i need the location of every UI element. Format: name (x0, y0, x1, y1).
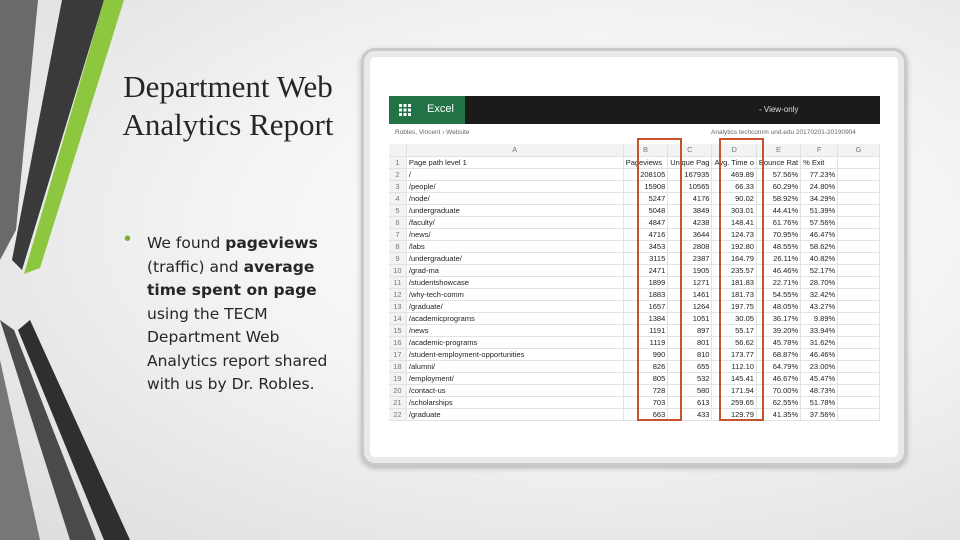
table-cell[interactable]: 129.79 (712, 408, 756, 420)
table-cell[interactable]: /academic-programs (406, 336, 623, 348)
table-cell[interactable]: 60.29% (756, 180, 800, 192)
row-number[interactable]: 17 (389, 348, 406, 360)
table-cell[interactable] (838, 264, 880, 276)
table-cell[interactable]: 51.78% (801, 396, 838, 408)
table-cell[interactable]: 1905 (668, 264, 712, 276)
table-cell[interactable] (838, 300, 880, 312)
table-cell[interactable]: /contact-us (406, 384, 623, 396)
table-cell[interactable] (838, 180, 880, 192)
table-cell[interactable]: 56.62 (712, 336, 756, 348)
table-cell[interactable]: 62.55% (756, 396, 800, 408)
table-cell[interactable]: /undergraduate/ (406, 252, 623, 264)
table-cell[interactable]: 145.41 (712, 372, 756, 384)
app-grid-icon (399, 104, 411, 116)
table-row (389, 324, 880, 336)
column-header[interactable]: C (668, 144, 712, 156)
table-cell[interactable]: 2471 (623, 264, 668, 276)
avg-time-highlight (719, 138, 764, 421)
table-cell[interactable]: 3644 (668, 228, 712, 240)
table-cell[interactable]: 32.42% (801, 288, 838, 300)
table-cell[interactable] (838, 396, 880, 408)
table-cell[interactable] (838, 372, 880, 384)
row-number[interactable]: 14 (389, 312, 406, 324)
table-cell[interactable]: /graduate/ (406, 300, 623, 312)
table-cell[interactable] (838, 192, 880, 204)
table-cell[interactable] (838, 408, 880, 420)
table-cell[interactable]: 181.73 (712, 288, 756, 300)
column-header[interactable]: A (406, 144, 623, 156)
table-row (389, 312, 880, 324)
table-cell[interactable]: 3849 (668, 204, 712, 216)
row-number[interactable]: 4 (389, 192, 406, 204)
table-cell[interactable]: 52.17% (801, 264, 838, 276)
table-row (389, 336, 880, 348)
table-cell[interactable]: 112.10 (712, 360, 756, 372)
row-number[interactable]: 8 (389, 240, 406, 252)
table-cell[interactable]: 55.17 (712, 324, 756, 336)
table-cell[interactable]: 15908 (623, 180, 668, 192)
table-cell[interactable]: 990 (623, 348, 668, 360)
table-cell[interactable]: 46.47% (801, 228, 838, 240)
table-cell[interactable]: 171.94 (712, 384, 756, 396)
table-cell[interactable]: 58.92% (756, 192, 800, 204)
table-row (389, 276, 880, 288)
table-cell[interactable] (838, 312, 880, 324)
table-row (389, 228, 880, 240)
row-number[interactable]: 1 (389, 156, 406, 168)
table-cell[interactable]: /academicprograms (406, 312, 623, 324)
table-cell[interactable]: 167935 (668, 168, 712, 180)
row-number[interactable]: 20 (389, 384, 406, 396)
table-cell[interactable]: 1657 (623, 300, 668, 312)
table-cell[interactable]: 51.39% (801, 204, 838, 216)
table-cell[interactable]: 164.79 (712, 252, 756, 264)
table-cell[interactable]: /faculty/ (406, 216, 623, 228)
table-cell[interactable]: 26.11% (756, 252, 800, 264)
table-cell[interactable]: /people/ (406, 180, 623, 192)
table-cell[interactable]: 235.57 (712, 264, 756, 276)
excel-app-name: Excel (427, 103, 454, 115)
table-cell[interactable]: Avg. Time o (712, 156, 756, 168)
table-row (389, 372, 880, 384)
row-number[interactable]: 7 (389, 228, 406, 240)
table-row (389, 288, 880, 300)
table-row (389, 168, 880, 180)
table-cell[interactable]: 46.46% (756, 264, 800, 276)
table-cell[interactable] (838, 288, 880, 300)
row-number[interactable]: 6 (389, 216, 406, 228)
table-row (389, 216, 880, 228)
table-cell[interactable]: 1883 (623, 288, 668, 300)
table-cell[interactable]: /news/ (406, 228, 623, 240)
table-cell[interactable]: % Exit (801, 156, 838, 168)
table-row (389, 348, 880, 360)
table-cell[interactable]: /why-tech-comm (406, 288, 623, 300)
excel-brand-block (389, 96, 465, 124)
table-cell[interactable]: 4716 (623, 228, 668, 240)
table-cell[interactable]: 2808 (668, 240, 712, 252)
table-cell[interactable]: 66.33 (712, 180, 756, 192)
table-cell[interactable]: 1271 (668, 276, 712, 288)
table-cell[interactable]: 2387 (668, 252, 712, 264)
table-cell[interactable]: 46.46% (801, 348, 838, 360)
table-cell[interactable]: 9.89% (801, 312, 838, 324)
table-cell[interactable]: 728 (623, 384, 668, 396)
table-cell[interactable]: 37.56% (801, 408, 838, 420)
table-cell[interactable]: 4847 (623, 216, 668, 228)
table-cell[interactable]: /undergraduate (406, 204, 623, 216)
bullet-text: We found pageviews (traffic) and average time spent on page using the TECM Department Web Analytics report shared with us by Dr. Robles. (147, 234, 328, 393)
row-number[interactable]: 21 (389, 396, 406, 408)
row-number[interactable]: 13 (389, 300, 406, 312)
table-cell[interactable]: 1461 (668, 288, 712, 300)
table-cell[interactable]: 1264 (668, 300, 712, 312)
table-cell[interactable]: 124.73 (712, 228, 756, 240)
table-cell[interactable] (838, 216, 880, 228)
table-cell[interactable]: 826 (623, 360, 668, 372)
table-row (389, 396, 880, 408)
pageviews-highlight (637, 138, 682, 421)
column-header[interactable]: F (801, 144, 838, 156)
row-number[interactable]: 19 (389, 372, 406, 384)
table-cell[interactable]: 897 (668, 324, 712, 336)
table-cell[interactable]: / (406, 168, 623, 180)
corner-cell (389, 144, 406, 156)
table-row (389, 192, 880, 204)
table-row (389, 264, 880, 276)
table-cell[interactable]: 36.17% (756, 312, 800, 324)
table-cell[interactable]: 45.47% (801, 372, 838, 384)
table-cell[interactable] (838, 252, 880, 264)
table-cell[interactable]: Pageviews (623, 156, 668, 168)
table-cell[interactable]: /node/ (406, 192, 623, 204)
excel-titlebar (389, 96, 880, 124)
table-cell[interactable]: 655 (668, 360, 712, 372)
table-cell[interactable]: 303.01 (712, 204, 756, 216)
table-cell[interactable]: 61.76% (756, 216, 800, 228)
table-row (389, 360, 880, 372)
table-cell[interactable]: 34.29% (801, 192, 838, 204)
table-cell[interactable]: 5247 (623, 192, 668, 204)
table-cell[interactable]: 48.55% (756, 240, 800, 252)
table-cell[interactable] (838, 360, 880, 372)
table-row (389, 156, 880, 168)
table-cell[interactable]: 64.79% (756, 360, 800, 372)
table-cell[interactable]: 57.56% (756, 168, 800, 180)
table-cell[interactable]: 1384 (623, 312, 668, 324)
table-cell[interactable]: 68.87% (756, 348, 800, 360)
spreadsheet-grid (389, 144, 880, 421)
bullet-marker: • (124, 228, 132, 250)
table-cell[interactable]: 259.65 (712, 396, 756, 408)
row-number[interactable]: 5 (389, 204, 406, 216)
table-cell[interactable]: 5048 (623, 204, 668, 216)
table-cell[interactable] (838, 204, 880, 216)
column-header[interactable]: B (623, 144, 668, 156)
table-cell[interactable]: 48.05% (756, 300, 800, 312)
table-row (389, 384, 880, 396)
table-cell[interactable]: 54.55% (756, 288, 800, 300)
column-header[interactable]: E (756, 144, 800, 156)
table-cell[interactable]: 39.20% (756, 324, 800, 336)
file-name: Analytics techcomm und.edu 20170201-20190904 (711, 129, 856, 136)
table-cell[interactable]: /grad-ma (406, 264, 623, 276)
table-cell[interactable]: 703 (623, 396, 668, 408)
table-cell[interactable]: 70.00% (756, 384, 800, 396)
table-cell[interactable]: 1051 (668, 312, 712, 324)
row-number[interactable]: 15 (389, 324, 406, 336)
table-cell[interactable]: 31.62% (801, 336, 838, 348)
table-cell[interactable] (838, 156, 880, 168)
table-cell[interactable]: 810 (668, 348, 712, 360)
table-cell[interactable]: 48.73% (801, 384, 838, 396)
table-cell[interactable]: 580 (668, 384, 712, 396)
row-number[interactable]: 10 (389, 264, 406, 276)
table-cell[interactable]: 23.00% (801, 360, 838, 372)
table-cell[interactable] (838, 384, 880, 396)
table-cell[interactable]: /graduate (406, 408, 623, 420)
table-cell[interactable]: 43.27% (801, 300, 838, 312)
row-number[interactable]: 3 (389, 180, 406, 192)
table-cell[interactable] (838, 228, 880, 240)
table-cell[interactable] (838, 348, 880, 360)
table-cell[interactable] (838, 168, 880, 180)
table-cell[interactable]: /news (406, 324, 623, 336)
table-row (389, 408, 880, 420)
row-number[interactable]: 22 (389, 408, 406, 420)
table-cell[interactable]: 77.23% (801, 168, 838, 180)
table-row (389, 300, 880, 312)
row-number[interactable]: 11 (389, 276, 406, 288)
slide-title: Department Web Analytics Report (122, 69, 334, 142)
row-number[interactable]: 12 (389, 288, 406, 300)
table-cell[interactable]: Page path level 1 (406, 156, 623, 168)
table-cell[interactable]: 41.35% (756, 408, 800, 420)
table-cell[interactable]: 10565 (668, 180, 712, 192)
table-cell[interactable]: 46.67% (756, 372, 800, 384)
table-cell[interactable]: 44.41% (756, 204, 800, 216)
table-cell[interactable]: /employment/ (406, 372, 623, 384)
table-cell[interactable]: 148.41 (712, 216, 756, 228)
table-cell[interactable]: /scholarships (406, 396, 623, 408)
table-cell[interactable]: 663 (623, 408, 668, 420)
excel-screenshot (389, 96, 880, 422)
table-cell[interactable]: 4176 (668, 192, 712, 204)
table-cell[interactable]: 3115 (623, 252, 668, 264)
table-cell[interactable]: 532 (668, 372, 712, 384)
table-cell[interactable]: 613 (668, 396, 712, 408)
breadcrumb: Robles, Vincent › Website (395, 129, 470, 136)
table-cell[interactable]: 22.71% (756, 276, 800, 288)
table-cell[interactable]: 1899 (623, 276, 668, 288)
table-cell[interactable]: 173.77 (712, 348, 756, 360)
table-cell[interactable]: 57.56% (801, 216, 838, 228)
table-cell[interactable]: 3453 (623, 240, 668, 252)
view-mode-label: - View-only (759, 105, 799, 114)
table-row (389, 240, 880, 252)
table-cell[interactable]: 1191 (623, 324, 668, 336)
table-cell[interactable]: Bounce Rat (756, 156, 800, 168)
table-cell[interactable] (838, 324, 880, 336)
table-cell[interactable]: 30.05 (712, 312, 756, 324)
row-number[interactable]: 9 (389, 252, 406, 264)
table-cell[interactable]: 58.62% (801, 240, 838, 252)
table-cell[interactable]: /student-employment-opportunities (406, 348, 623, 360)
row-number[interactable]: 18 (389, 360, 406, 372)
row-number[interactable]: 16 (389, 336, 406, 348)
table-row (389, 180, 880, 192)
table-cell[interactable]: 801 (668, 336, 712, 348)
column-header[interactable]: G (838, 144, 880, 156)
table-row (389, 252, 880, 264)
table-cell[interactable]: 208105 (623, 168, 668, 180)
table-cell[interactable]: 45.78% (756, 336, 800, 348)
table-cell[interactable]: /studentshowcase (406, 276, 623, 288)
column-header[interactable]: D (712, 144, 756, 156)
table-cell[interactable]: /labs (406, 240, 623, 252)
table-cell[interactable]: 70.95% (756, 228, 800, 240)
table-cell[interactable]: 181.83 (712, 276, 756, 288)
table-cell[interactable]: 90.02 (712, 192, 756, 204)
table-cell[interactable] (838, 336, 880, 348)
table-cell[interactable] (838, 240, 880, 252)
column-header-row (389, 144, 880, 156)
table-cell[interactable]: 433 (668, 408, 712, 420)
table-cell[interactable]: 4238 (668, 216, 712, 228)
table-cell[interactable]: 197.75 (712, 300, 756, 312)
table-cell[interactable]: 469.89 (712, 168, 756, 180)
table-cell[interactable]: 40.82% (801, 252, 838, 264)
table-cell[interactable]: 192.80 (712, 240, 756, 252)
table-cell[interactable]: 28.70% (801, 276, 838, 288)
table-cell[interactable] (838, 276, 880, 288)
table-cell[interactable]: 24.80% (801, 180, 838, 192)
table-cell[interactable]: Unique Pag (668, 156, 712, 168)
table-cell[interactable]: /alumni/ (406, 360, 623, 372)
table-cell[interactable]: 1119 (623, 336, 668, 348)
row-number[interactable]: 2 (389, 168, 406, 180)
table-cell[interactable]: 33.94% (801, 324, 838, 336)
table-cell[interactable]: 805 (623, 372, 668, 384)
table-row (389, 204, 880, 216)
